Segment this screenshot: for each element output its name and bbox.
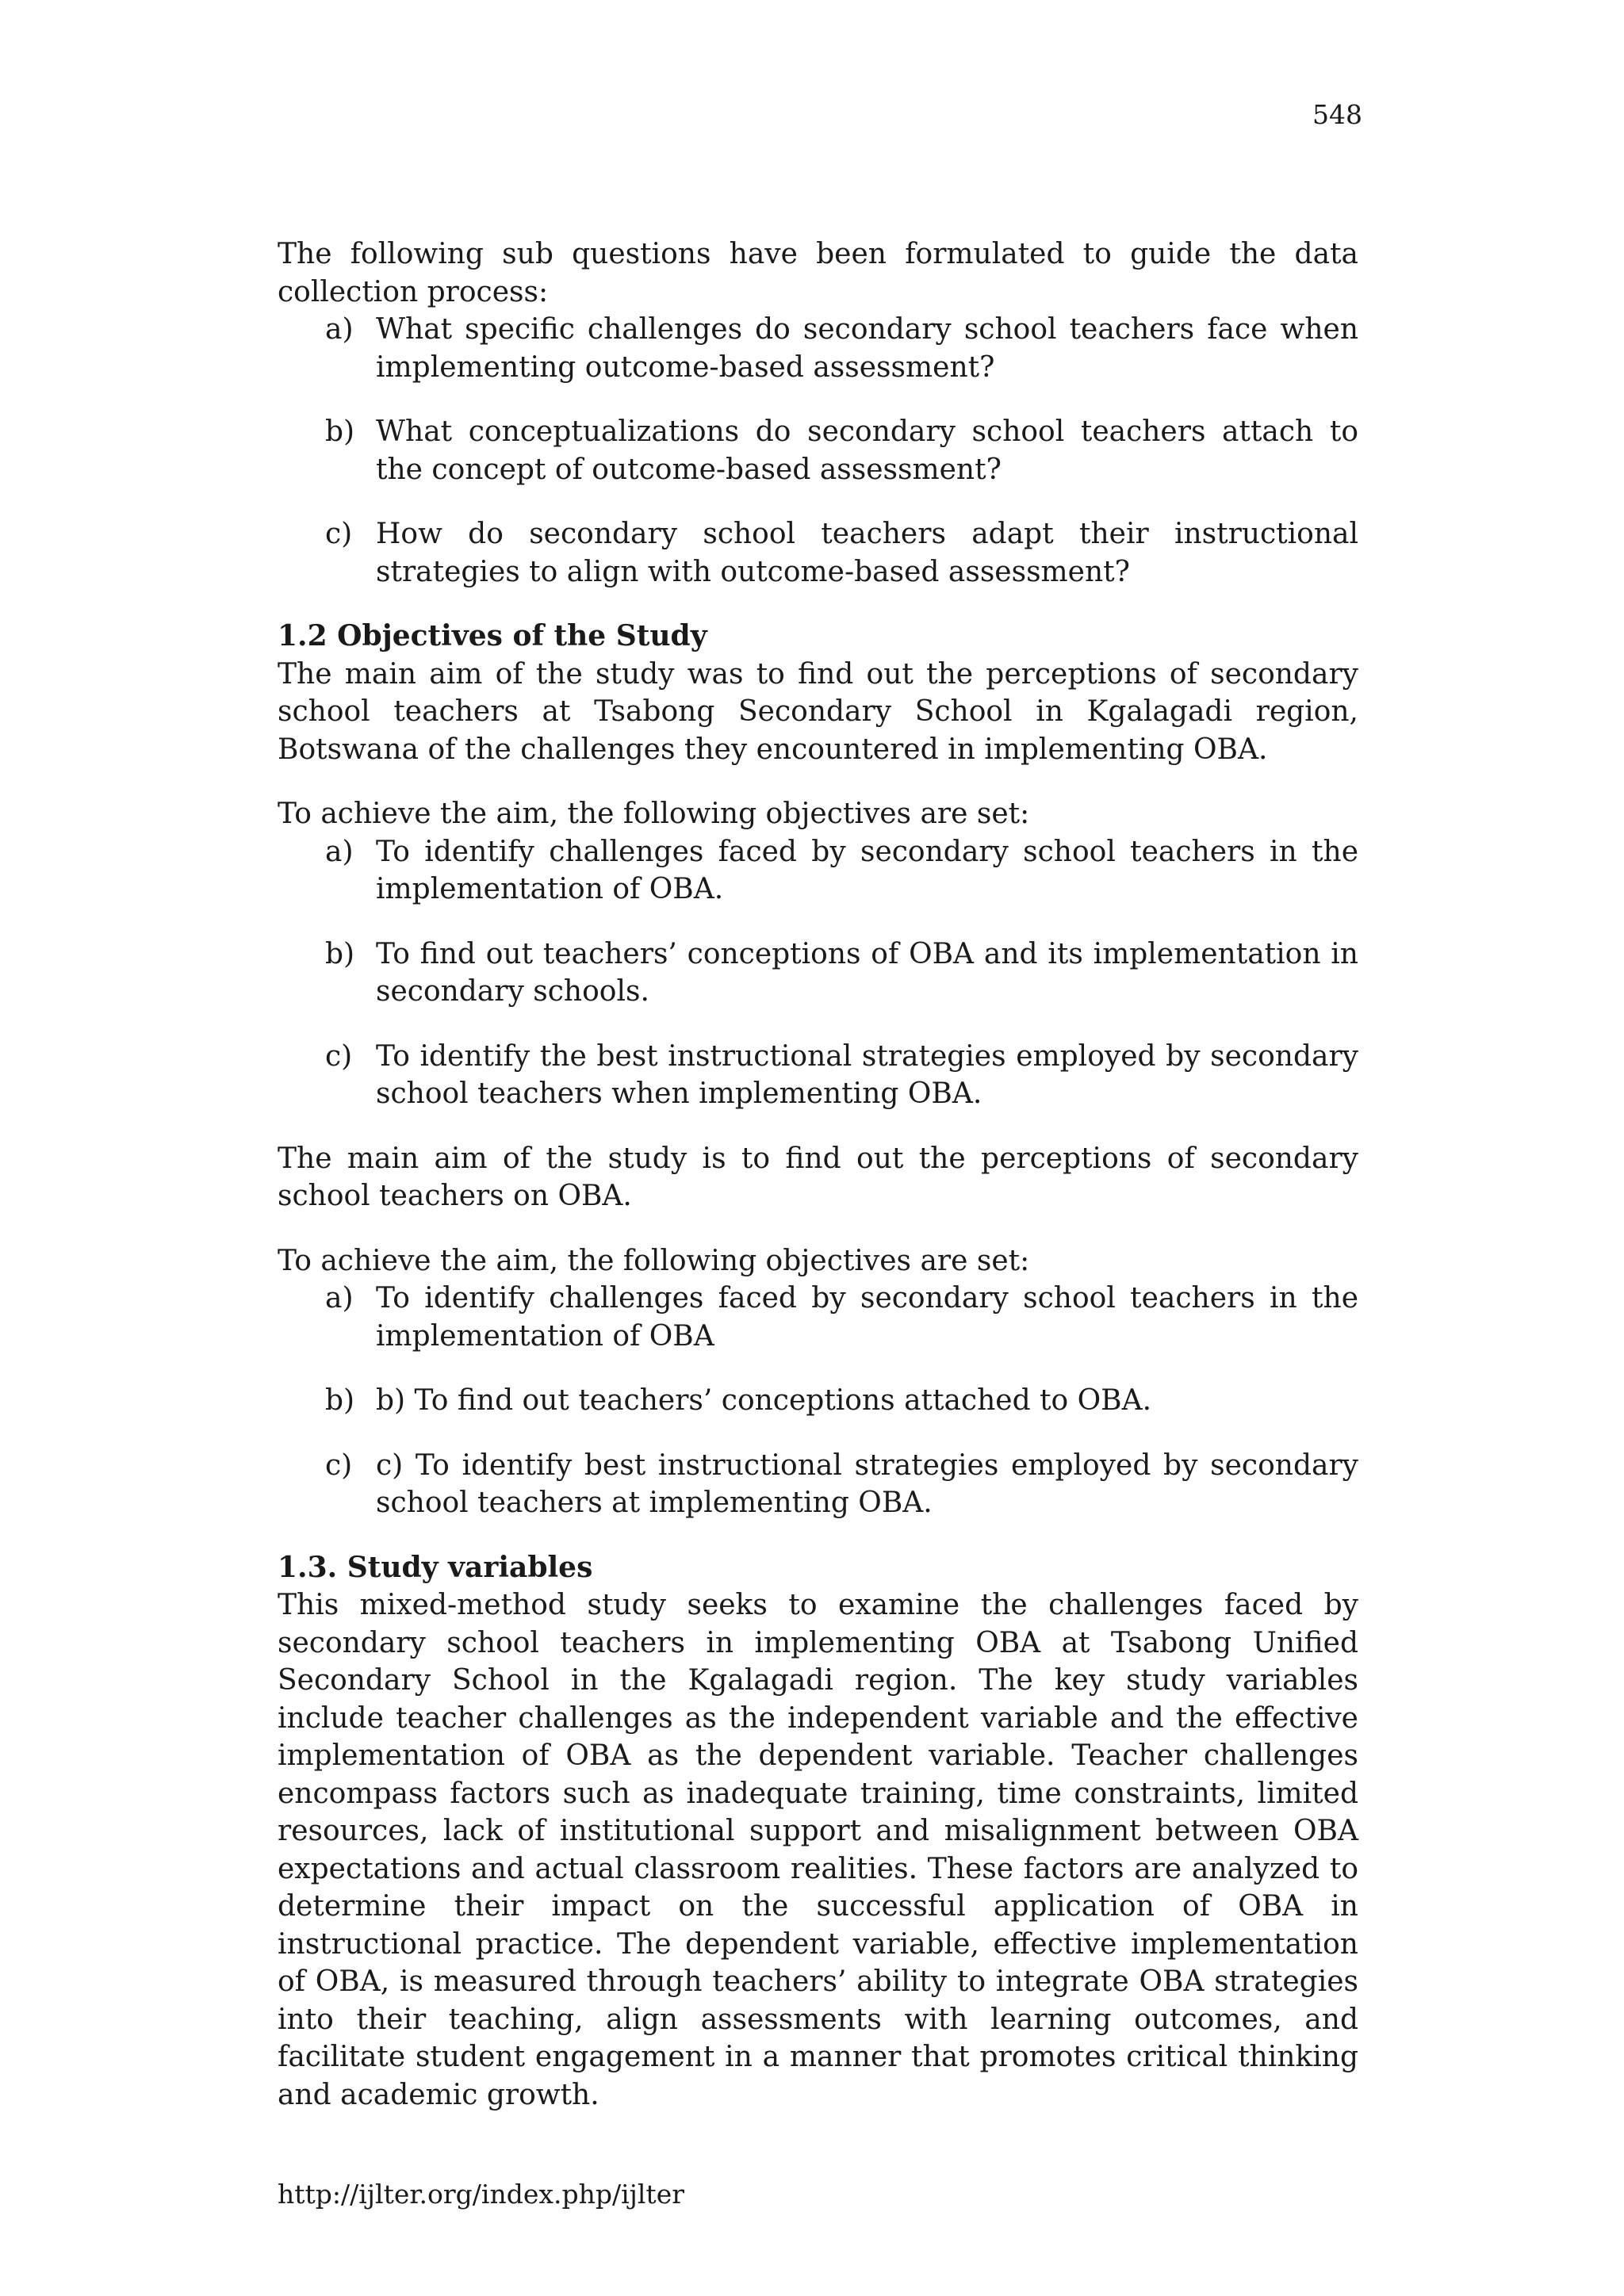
list-marker: b): [325, 415, 355, 448]
list-item-text: b) To find out teachers’ conceptions attached to OBA.: [376, 1384, 1152, 1417]
objectives-lead-in: To achieve the aim, the following objectives are set:: [278, 798, 1030, 830]
list-marker: c): [325, 518, 353, 550]
objectives-lead-in-2: To achieve the aim, the following objectives are set:: [278, 1244, 1030, 1277]
section-heading-objectives: 1.2 Objectives of the Study: [278, 619, 707, 652]
list-item-text: What specific challenges do secondary school teachers face when implementing outcome-based assessment?: [376, 313, 1358, 384]
list-item: [278, 936, 1358, 1011]
page-number: 548: [1312, 99, 1362, 130]
list-item: [278, 515, 1358, 591]
list-marker: a): [325, 1282, 354, 1314]
list-marker: a): [325, 313, 354, 346]
list-marker: a): [325, 835, 354, 868]
intro-paragraph: The following sub questions have been formulated to guide the data collection process:: [278, 238, 1358, 308]
list-item: [278, 833, 1358, 909]
list-item: [278, 1382, 1358, 1420]
list-item: [278, 413, 1358, 488]
page-content: [278, 235, 1358, 2114]
list-item-text: To identify challenges faced by secondary school teachers in the implementation of OBA: [376, 1282, 1358, 1353]
list-item-text: To find out teachers’ conceptions of OBA and its implementation in secondary schools.: [376, 937, 1358, 1008]
aim-paragraph: The main aim of the study was to find out the perceptions of secondary school teachers at Tsabong Secondary School in Kgalagadi region, Botswana of the challenges they encountered in implementing OBA.: [278, 657, 1358, 766]
list-item: [278, 1280, 1358, 1355]
list-item-text: What conceptualizations do secondary school teachers attach to the concept of outcome-based assessment?: [376, 415, 1358, 486]
variables-paragraph: This mixed-method study seeks to examine the challenges faced by secondary school teachers in implementing OBA at Tsabong Unified Secondary School in the Kgalagadi region. The key study variables include teacher challenges as the independent variable and the effective implementation of OBA as the dependent variable. Teacher challenges encompass factors such as inadequate training, time constraints, limited resources, lack of institutional support and misalignment between OBA expectations and actual classroom realities. These factors are analyzed to determine their impact on the successful application of OBA in instructional practice. The dependent variable, effective implementation of OBA, is measured through teachers’ ability to integrate OBA strategies into their teaching, align assessments with learning outcomes, and facilitate student engagement in a manner that promotes critical thinking and academic growth.: [278, 1589, 1358, 2111]
list-item-text: How do secondary school teachers adapt their instructional strategies to align with outcome-based assessment?: [376, 518, 1358, 588]
list-item-text: c) To identify best instructional strategies employed by secondary school teachers at implementing OBA.: [376, 1448, 1358, 1519]
list-marker: c): [325, 1448, 353, 1482]
list-marker: b): [325, 1384, 355, 1417]
list-item: [278, 311, 1358, 386]
objectives-list: [278, 833, 1358, 1113]
footer-url: http://ijlter.org/index.php/ijlter: [278, 2179, 684, 2210]
list-marker: c): [325, 1039, 353, 1073]
list-item-text: To identify challenges faced by secondary school teachers in the implementation of OBA.: [376, 835, 1358, 905]
section-heading-variables: 1.3. Study variables: [278, 1550, 593, 1584]
aim-paragraph-2: The main aim of the study is to find out the perceptions of secondary school teachers on OBA.: [278, 1142, 1358, 1212]
objectives-list-2: [278, 1280, 1358, 1522]
list-item: [278, 1038, 1358, 1113]
list-item: [278, 1447, 1358, 1522]
list-marker: b): [325, 937, 355, 970]
sub-questions-list: [278, 311, 1358, 591]
list-item-text: To identify the best instructional strategies employed by secondary school teachers when implementing OBA.: [376, 1039, 1358, 1110]
